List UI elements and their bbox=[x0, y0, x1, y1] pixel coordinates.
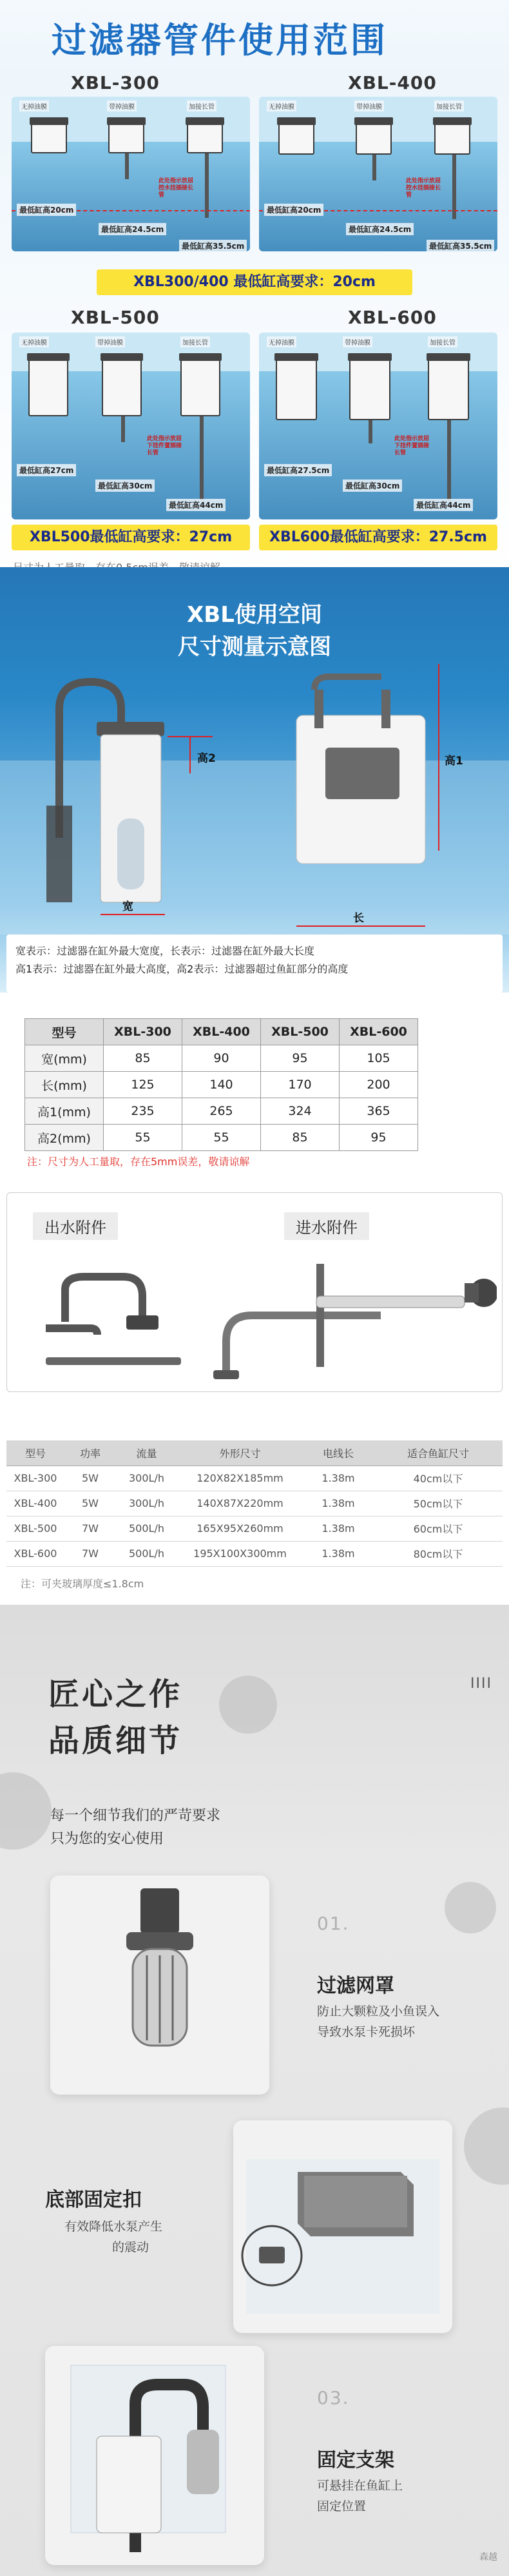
feature-desc: 导致水泵卡死损坏 bbox=[317, 2025, 416, 2039]
filter-image bbox=[31, 122, 67, 153]
bottom-clip-image bbox=[233, 2120, 452, 2333]
table-cell: 长(mm) bbox=[25, 1072, 104, 1098]
pipe bbox=[200, 416, 204, 500]
accessories-box bbox=[6, 1192, 503, 1392]
height-label: 最低缸高35.5cm bbox=[427, 240, 494, 251]
caption: 带掉油膜 bbox=[354, 101, 384, 111]
caption: 无掉油膜 bbox=[19, 336, 49, 347]
filter-mesh-image bbox=[50, 1875, 269, 2095]
height-label: 最低缸高30cm bbox=[343, 479, 402, 492]
table-cell: XBL-400 bbox=[6, 1491, 64, 1516]
dimension-diagram-section bbox=[0, 567, 509, 993]
table-cell: 5W bbox=[64, 1491, 116, 1516]
filter-image bbox=[349, 358, 390, 420]
inlet-accessory-label: 进水附件 bbox=[284, 1212, 369, 1240]
h2-line bbox=[189, 736, 191, 773]
caption: 无掉油膜 bbox=[267, 336, 296, 347]
caption: 加接长管 bbox=[434, 101, 464, 111]
decorative-blob bbox=[464, 2107, 509, 2185]
filter-image bbox=[187, 122, 223, 153]
craft-subtitle-line2: 只为您的安心使用 bbox=[50, 1831, 164, 1847]
filter-image bbox=[356, 122, 392, 155]
filter-image bbox=[108, 122, 144, 153]
table-cell: 140X87X220mm bbox=[177, 1491, 303, 1516]
table-cell: 500L/h bbox=[116, 1541, 177, 1566]
table-cell: 高2(mm) bbox=[25, 1125, 104, 1151]
table-cell: 80cm以下 bbox=[374, 1541, 503, 1566]
height-label: 最低缸高27.5cm bbox=[264, 464, 332, 476]
filter-image bbox=[28, 358, 68, 416]
filter-image bbox=[434, 122, 470, 155]
pipe bbox=[369, 420, 372, 443]
dimension-description-box bbox=[6, 935, 503, 993]
red-note: 此处指示放屈控水挂插接长管 bbox=[406, 178, 441, 199]
table-cell: 235 bbox=[104, 1098, 182, 1125]
table-row bbox=[6, 1516, 503, 1541]
model-name-xbl500: XBL-500 bbox=[71, 307, 160, 328]
table-cell: 95 bbox=[340, 1125, 418, 1151]
craft-heading-line1: 匠心之作 bbox=[48, 1676, 183, 1712]
craft-subtitle-line1: 每一个细节我们的严苛要求 bbox=[50, 1808, 221, 1824]
decorative-blob bbox=[219, 1676, 277, 1734]
caption: 带掉油膜 bbox=[107, 101, 137, 111]
height-label: 最低缸高44cm bbox=[414, 499, 473, 511]
size-table bbox=[24, 1018, 418, 1151]
panel-xbl400 bbox=[259, 97, 497, 251]
banner-xbl500: XBL500最低缸高要求：27cm bbox=[12, 525, 250, 550]
table-cell: 1.38m bbox=[303, 1541, 374, 1566]
table-cell: 55 bbox=[104, 1125, 182, 1151]
red-note: 此处指示放屈下挂件置插接长管 bbox=[147, 436, 182, 456]
table-cell: XBL-600 bbox=[6, 1541, 64, 1566]
table-cell: 120X82X185mm bbox=[177, 1466, 303, 1491]
table-header-row bbox=[25, 1019, 418, 1045]
size-table-section bbox=[0, 993, 509, 1186]
table-header-cell: 适合鱼缸尺寸 bbox=[374, 1440, 503, 1466]
filter-image bbox=[278, 122, 314, 155]
table-cell: 1.38m bbox=[303, 1466, 374, 1491]
model-name-xbl300: XBL-300 bbox=[71, 72, 160, 93]
table-cell: 500L/h bbox=[116, 1516, 177, 1541]
table-header-cell: 流量 bbox=[116, 1440, 177, 1466]
height-label: 最低缸高24.5cm bbox=[99, 223, 166, 235]
table-cell: 95 bbox=[261, 1045, 340, 1072]
table-cell: 365 bbox=[340, 1098, 418, 1125]
filter-image bbox=[180, 358, 220, 416]
craftsmanship-section bbox=[0, 1605, 509, 2576]
height-label: 最低缸高27cm bbox=[17, 464, 76, 476]
accessories-section bbox=[0, 1186, 509, 1605]
panel-xbl500 bbox=[12, 333, 250, 519]
diagram-title-line1: XBL使用空间 bbox=[187, 602, 322, 628]
mount-bracket-image bbox=[45, 2346, 264, 2565]
pipe bbox=[125, 153, 129, 179]
feature-title: 底部固定扣 bbox=[45, 2189, 142, 2211]
accessory-illustration bbox=[20, 1244, 497, 1386]
table-row bbox=[6, 1491, 503, 1516]
pipe bbox=[447, 420, 451, 500]
table-cell: 300L/h bbox=[116, 1466, 177, 1491]
feature-title: 过滤网罩 bbox=[317, 1975, 394, 1997]
table-cell: 125 bbox=[104, 1072, 182, 1098]
caption: 带掉油膜 bbox=[343, 336, 372, 347]
filter-mesh-card bbox=[50, 1875, 269, 2095]
pipe bbox=[372, 155, 376, 180]
feature-desc: 防止大颗粒及小鱼误入 bbox=[317, 2004, 440, 2019]
usage-range-section bbox=[0, 0, 509, 593]
h1-line bbox=[438, 664, 439, 851]
table-cell: 50cm以下 bbox=[374, 1491, 503, 1516]
table-cell: 265 bbox=[182, 1098, 261, 1125]
feature-title: 固定支架 bbox=[317, 2449, 394, 2472]
length-label: 长 bbox=[353, 912, 364, 925]
feature-number: 01. bbox=[317, 1913, 350, 1934]
length-line bbox=[296, 925, 425, 927]
caption: 无掉油膜 bbox=[19, 101, 49, 111]
table-header-cell: XBL-600 bbox=[340, 1019, 418, 1045]
feature-desc: 有效降低水泵产生 bbox=[64, 2220, 163, 2234]
table-header-cell: 型号 bbox=[25, 1019, 104, 1045]
pipe bbox=[205, 153, 209, 218]
width-line bbox=[101, 914, 165, 915]
table-header-row bbox=[6, 1440, 503, 1466]
feature-number: 03. bbox=[317, 2387, 350, 2408]
feature-desc: 可悬挂在鱼缸上 bbox=[317, 2479, 403, 2493]
filter-image bbox=[428, 358, 469, 420]
width-label: 宽 bbox=[122, 900, 133, 913]
table-cell: 140 bbox=[182, 1072, 261, 1098]
table-row bbox=[6, 1466, 503, 1491]
table-cell: 1.38m bbox=[303, 1491, 374, 1516]
table-header-cell: XBL-400 bbox=[182, 1019, 261, 1045]
table-header-cell: 电线长 bbox=[303, 1440, 374, 1466]
table-cell: 宽(mm) bbox=[25, 1045, 104, 1072]
pipe bbox=[121, 416, 125, 442]
filter-image bbox=[102, 358, 142, 416]
table-cell: 324 bbox=[261, 1098, 340, 1125]
red-note: 此处指示放屈控水挂插接长管 bbox=[158, 178, 194, 199]
height-label: 最低缸高24.5cm bbox=[346, 223, 414, 235]
table-cell: 高1(mm) bbox=[25, 1098, 104, 1125]
panel-xbl300 bbox=[12, 97, 250, 251]
table-cell: 5W bbox=[64, 1466, 116, 1491]
height-label: 最低缸高35.5cm bbox=[179, 240, 247, 251]
table-cell: 55 bbox=[182, 1125, 261, 1151]
feature-desc: 固定位置 bbox=[317, 2499, 367, 2513]
table-cell: 170 bbox=[261, 1072, 340, 1098]
feature-desc: 的震动 bbox=[112, 2240, 149, 2254]
decorative-blob bbox=[445, 1882, 496, 1933]
caption: 加接长管 bbox=[187, 101, 216, 111]
table-cell: 7W bbox=[64, 1541, 116, 1566]
filter-image bbox=[276, 358, 317, 420]
dimension-desc-line1: 宽表示：过滤器在缸外最大宽度，长表示：过滤器在缸外最大长度 bbox=[15, 945, 315, 957]
watermark: 森越 bbox=[479, 2552, 497, 2562]
table-row bbox=[25, 1098, 418, 1125]
caption: 无掉油膜 bbox=[267, 101, 296, 111]
table-header-cell: XBL-500 bbox=[261, 1019, 340, 1045]
table-cell: 90 bbox=[182, 1045, 261, 1072]
table-cell: XBL-300 bbox=[6, 1466, 64, 1491]
model-name-xbl600: XBL-600 bbox=[348, 307, 437, 328]
table-header-cell: XBL-300 bbox=[104, 1019, 182, 1045]
red-note: 此处指示放屈下挂件置插接长管 bbox=[394, 436, 430, 456]
table-cell: 40cm以下 bbox=[374, 1466, 503, 1491]
h1-label: 高1 bbox=[445, 755, 463, 768]
table-row bbox=[6, 1541, 503, 1566]
dimension-illustration bbox=[0, 664, 509, 935]
caption: 加接长管 bbox=[180, 336, 210, 347]
model-name-xbl400: XBL-400 bbox=[348, 72, 437, 93]
banner-xbl300-400: XBL300/400 最低缸高要求：20cm bbox=[97, 269, 412, 295]
caption: 加接长管 bbox=[428, 336, 457, 347]
size-table-note: 注：尺寸为人工量取，存在5mm误差，敬请谅解 bbox=[27, 1156, 250, 1168]
table-cell: 300L/h bbox=[116, 1491, 177, 1516]
table-header-cell: 外形尺寸 bbox=[177, 1440, 303, 1466]
table-header-cell: 型号 bbox=[6, 1440, 64, 1466]
height-label: 最低缸高20cm bbox=[17, 204, 76, 216]
h2-label: 高2 bbox=[197, 752, 216, 765]
table-cell: 85 bbox=[104, 1045, 182, 1072]
decorative-blob bbox=[0, 1772, 52, 1850]
banner-xbl600: XBL600最低缸高要求：27.5cm bbox=[259, 525, 497, 550]
usage-range-title: 过滤器管件使用范围 bbox=[52, 20, 388, 61]
table-cell: 195X100X300mm bbox=[177, 1541, 303, 1566]
table-cell: 200 bbox=[340, 1072, 418, 1098]
table-cell: 7W bbox=[64, 1516, 116, 1541]
mount-bracket-card bbox=[45, 2346, 264, 2565]
caption: 带掉油膜 bbox=[95, 336, 125, 347]
table-cell: 165X95X260mm bbox=[177, 1516, 303, 1541]
table-cell: 1.38m bbox=[303, 1516, 374, 1541]
height-label: 最低缸高30cm bbox=[95, 479, 155, 492]
pipe bbox=[452, 155, 456, 219]
brand-mark: IIII bbox=[470, 1676, 492, 1692]
dimension-desc-line2: 高1表示：过滤器在缸外最大高度，高2表示：过滤器超过鱼缸部分的高度 bbox=[15, 963, 349, 975]
bottom-clip-card bbox=[233, 2120, 452, 2333]
craft-heading-line2: 品质细节 bbox=[48, 1723, 183, 1759]
table-row bbox=[25, 1072, 418, 1098]
table-header-cell: 功率 bbox=[64, 1440, 116, 1466]
table-row bbox=[25, 1125, 418, 1151]
table-cell: 105 bbox=[340, 1045, 418, 1072]
table-row bbox=[25, 1045, 418, 1072]
diagram-title-line2: 尺寸测量示意图 bbox=[178, 634, 331, 660]
spec-table bbox=[6, 1440, 503, 1567]
spec-table-note: 注：可夹玻璃厚度≤1.8cm bbox=[21, 1578, 144, 1590]
table-cell: 85 bbox=[261, 1125, 340, 1151]
height-label: 最低缸高44cm bbox=[166, 499, 226, 511]
table-cell: 60cm以下 bbox=[374, 1516, 503, 1541]
height-label: 最低缸高20cm bbox=[264, 204, 323, 216]
panel-xbl600 bbox=[259, 333, 497, 519]
table-cell: XBL-500 bbox=[6, 1516, 64, 1541]
outlet-accessory-label: 出水附件 bbox=[33, 1212, 118, 1240]
